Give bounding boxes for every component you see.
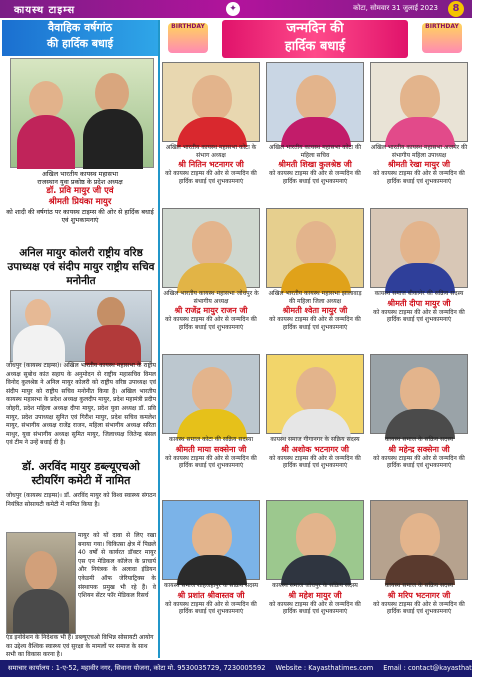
news2-body: जोधपुर (कायस्थ टाइम्स)। डॉ. अरविंद मायुर को विश्व स्वास्थ्य संगठन नियंत्रित सोसायटी कमेटी में नामित किया है। [6,492,156,508]
birthday-title-line2: हार्दिक बधाई [284,39,346,54]
anniversary-wish: को शादी की वर्षगांठ पर कायस्थ टाइम्स की ओर से हार्दिक बधाई एवं शुभकामनाएं [6,208,154,224]
anniversary-caption-line2: राजस्थान युवा प्रकोष्ठ के प्रदेश अध्यक्ष [37,178,123,186]
cake-right-label: BIRTHDAY [425,23,459,30]
birthday-cake-icon [168,23,208,53]
anniversary-heading-line2: की हार्दिक बधाई [46,37,114,50]
birthday-card [162,208,260,354]
card-wish: को कायस्थ टाइम्स की ओर से जन्मदिन की हार्दिक बधाई एवं शुभकामनाएं [269,316,361,331]
anniversary-name-2: श्रीमती प्रियंका मायुर [48,197,112,207]
person-photo [162,500,260,580]
news1-headline: अनिल मायुर कोलरी राष्ट्रीय वरिष्ठ उपाध्यक्ष एवं संदीप मायुर राष्ट्रीय सचिव मनोनीत [7,247,155,287]
emblem-icon: ✦ [226,2,240,16]
page-number: 8 [448,1,464,17]
card-description: अखिल भारतीय कायस्थ महासभा झालावाड़ की महिला जिला अध्यक्ष [268,290,362,305]
birthday-card [370,62,468,208]
person-photo [370,208,468,288]
birthday-card [162,500,260,646]
person-photo [266,354,364,434]
couple-photo [10,58,154,168]
person-photo [370,500,468,580]
person-photo [266,208,364,288]
birthday-card [266,500,364,646]
card-wish: को कायस्थ टाइम्स की ओर से जन्मदिन की हार्दिक बधाई एवं शुभकामनाएं [373,454,465,470]
cake-left-label: BIRTHDAY [171,23,205,30]
birthday-card [370,208,468,354]
card-wish: को कायस्थ टाइम्स की ओर से जन्मदिन की हार्दिक बधाई एवं शुभकामनाएं [165,316,257,331]
footer-bar [0,660,504,677]
birthday-card [266,354,364,500]
news2-photo [6,532,76,634]
card-name: श्री नितिन भटनागर जी [178,160,244,170]
card-name: श्री प्रशांत श्रीवास्तव जी [177,590,245,600]
birthday-card [370,354,468,500]
card-name: श्री महेन्द्र सक्सेना जी [388,444,450,454]
birthday-title [222,20,408,58]
footer-address: समाचार कार्यालय : 1-ए-52, महावीर नगर, सिवाना योजना, कोटा मो. 9530035729, 7230005592 [8,664,266,672]
birthday-title-line1: जन्मदिन की [286,21,344,36]
card-name: श्री महेश मायुर जी [288,590,342,600]
anniversary-banner [2,20,158,56]
news2-headline: डॉ. अरविंद मायुर डब्ल्यूएचओ स्टीयरिंग कमेटी में नामित [22,460,140,487]
card-wish: को कायस्थ टाइम्स की ओर से जन्मदिन की हार्दिक बधाई एवं शुभकामनाएं [165,170,257,185]
card-name: श्री राजेंद्र मायुर राजन जी [174,306,248,316]
card-description: कायस्थ समाज शाहजहांपुर के सक्रिय सदस्य [163,582,259,589]
news1-body: जोधपुर (कायस्थ टाइम्स)। अखिल भारतीय कायस्थ महासभा के राष्ट्रीय अध्यक्ष सुबोध कांत सहाय के अनुमोदन से राष्ट्रीय महासचिव विमल विनोद कुलश्रेष्ठ ने अनिल मायुर कोलरी को राष्ट्रीय वरिष्ठ उपाध्यक्ष एवं संदीप मायुर को राष्ट्रीय सचिव मनोनीत किया है। अखिल भारतीय कायस्थ महासभा के प्रदेश अध्यक्ष कुलदीप मायुर, प्रदेश महामंत्री प्रदीप जोहरी, प्रदेश महिला अध्यक्ष दीपा मायुर, प्रदेश युवा अध्यक्ष डॉ. प्रवि मायुर, प्रदेश उपाध्यक्ष सुनित एवं गिरीश मायुर, प्रदेश सचिव कमलेश मायुर, संभागीय अध्यक्ष राजेंद्र राजन, महिला संभागीय अध्यक्ष सरिता माथुर, युवा संभागीय अध्यक्ष सुमित मायुर, जिलाध्यक्ष जितेन्द्र बंसल एवं टीम ने उन्हें बधाई दी है। [6,362,156,447]
card-description: अखिल भारतीय कायस्थ महासभा अजमेर की संभागीय महिला उपाध्यक्ष [370,144,468,159]
card-wish: को कायस्थ टाइम्स की ओर से जन्मदिन की हार्दिक बधाई एवं शुभकामनाएं [373,600,465,616]
news1-photo [10,290,152,362]
footer-email[interactable]: Email : contact@kayasthatimes.com [383,664,504,672]
footer-website[interactable]: Website : Kayasthatimes.com [275,664,374,672]
card-name: श्रीमती श्वेता मायुर जी [282,306,348,316]
card-wish: को कायस्थ टाइम्स की ओर से जन्मदिन की हार्दिक बधाई एवं शुभकामनाएं [165,454,257,470]
card-wish: को कायस्थ टाइम्स की ओर से जन्मदिन की हार्दिक बधाई एवं शुभकामनाएं [269,170,361,185]
card-description: कायस्थ समाज के सक्रिय सदस्य [384,436,454,443]
news2-tail-text: एंड इनोवेशन के निदेशक भी हैं। डब्ल्यूएचओ विभिन्न सोसायटी आयोग का उद्देश्य वैश्विक स्वास्थ्य एवं सुरक्षा के मामलों पर समाज के साथ सभी का विकास करना है। [6,634,154,659]
birthday-card [266,62,364,208]
card-description: कायस्थ समाज के सक्रिय सदस्य [384,582,454,589]
person-photo [162,208,260,288]
card-wish: को कायस्थ टाइम्स की ओर से जन्मदिन की हार्दिक बधाई एवं शुभकामनाएं [165,600,257,616]
birthday-banner [160,20,470,60]
card-name: श्रीमती माया सक्सेना जी [175,444,247,454]
birthday-card [162,354,260,500]
anniversary-caption [6,170,154,224]
card-name: श्रीमती रेखा मायुर जी [387,160,451,170]
anniversary-heading-line1: वैवाहिक वर्षगांठ [48,21,112,34]
person-photo [266,62,364,142]
card-description: अखिल भारतीय कायस्थ महासभा कोटा के संभाग अध्यक्ष [165,144,257,159]
anniversary-name-1: डॉ. प्रवि मायुर जी एवं [46,186,114,196]
news2-side-text: मायुर को यों दावा से लिए रखा बनाया गया। चिकित्सा क्षेत्र में पिछले 40 वर्षों से कार्यरत डॉक्टर मायुर एस एन मेडिकल कॉलेज के प्राचार्य और नियंत्रक के अलावा इंडियन एकेडमी ऑफ जेरियाट्रिक्स के संस्थापक प्रमुख भी रहे हैं। वे एशियन सेंटर फॉर मेडिकल रिसर्च [78,532,156,600]
card-name: श्रीमती शिखा कुलश्रेष्ठ जी [278,160,352,170]
card-wish: को कायस्थ टाइम्स की ओर से जन्मदिन की हार्दिक बधाई एवं शुभकामनाएं [269,454,361,470]
left-column [2,20,160,658]
card-description: कायस्थ समाज कोटा की सक्रिय सदस्या [168,436,254,443]
person-photo [162,62,260,142]
masthead [0,0,472,18]
card-name: श्री अशोक भटनागर जी [281,444,349,454]
card-description: कायस्थ समाज बीकानेर की सक्रिय सदस्य [374,290,464,297]
card-description: अखिल भारतीय कायस्थ महासभा कोटा की महिला सचिव [268,144,362,159]
birthday-card [266,208,364,354]
card-description: कायस्थ समाज जोधपुर के सक्रिय सदस्य [272,582,358,589]
card-description: कायस्थ समाज गीगानगर के सक्रिय सदस्य [270,436,360,443]
issue-date: कोटा, सोमवार 31 जुलाई 2023 [353,4,438,12]
card-name: श्री मरिप भटनागर जी [387,590,451,600]
anniversary-caption-line1: अखिल भारतीय कायस्थ महासभा [41,170,118,178]
birthday-card [162,62,260,208]
card-wish: को कायस्थ टाइम्स की ओर से जन्मदिन की हार्दिक बधाई एवं शुभकामनाएं [269,600,361,616]
person-photo [370,354,468,434]
card-wish: को कायस्थ टाइम्स की ओर से जन्मदिन की हार्दिक बधाई एवं शुभकामनाएं [373,170,465,185]
birthday-section [160,20,470,658]
card-description: अखिल भारतीय कायस्थ महासभा जोधपुर के संभागीय अध्यक्ष [163,290,259,305]
card-name: श्रीमती दीपा मायुर जी [387,298,451,308]
card-wish: को कायस्थ टाइम्स की ओर से जन्मदिन की हार्दिक बधाई एवं शुभकामनाएं [373,308,465,324]
birthday-cake-icon [422,23,462,53]
paper-title: कायस्थ टाइम्स [14,5,76,16]
person-photo [266,500,364,580]
person-photo [162,354,260,434]
birthday-card [370,500,468,646]
person-photo [370,62,468,142]
